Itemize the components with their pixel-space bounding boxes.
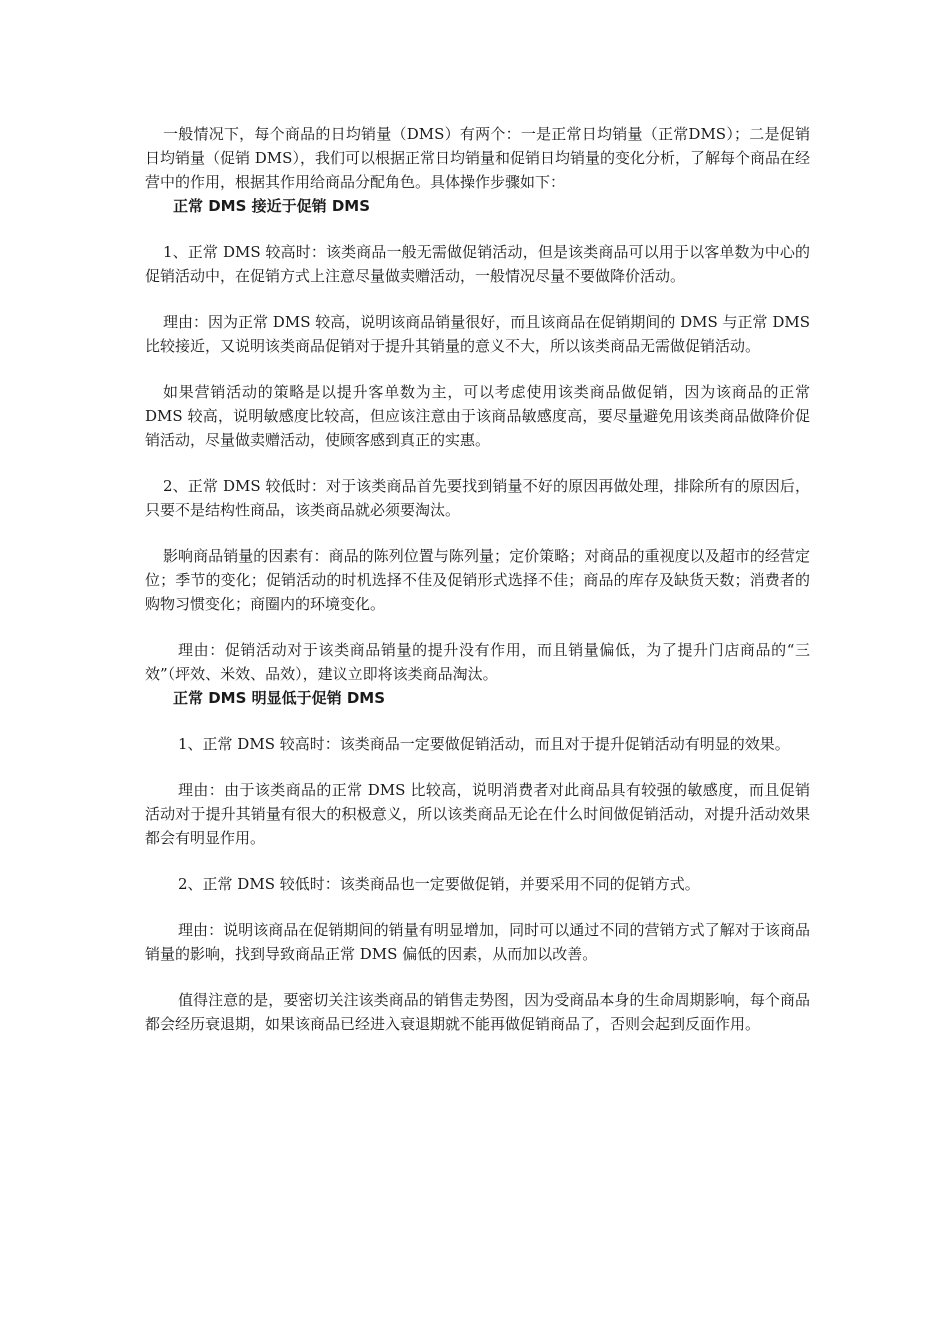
section1-paragraph-1: 1、正常 DMS 较高时：该类商品一般无需做促销活动，但是该类商品可以用于以客单数为中心的促销活动中，在促销方式上注意尽量做卖赠活动，一般情况尽量不要做降价活动。 — [145, 243, 810, 285]
section1-paragraph-2: 理由：因为正常 DMS 较高，说明该商品销量很好，而且该商品在促销期间的 DMS 与正常 DMS 比较接近，又说明该类商品促销对于提升其销量的意义不大，所以该类商品无需做促销活动。 — [145, 313, 810, 355]
section2-heading: 正常 DMS 明显低于促销 DMS — [173, 689, 386, 707]
document-body — [145, 122, 810, 1036]
section2-paragraph-1: 1、正常 DMS 较高时：该类商品一定要做促销活动，而且对于提升促销活动有明显的效果。 — [178, 735, 790, 753]
section2-paragraph-4: 理由：说明该商品在促销期间的销量有明显增加，同时可以通过不同的营销方式了解对于该商品销量的影响，找到导致商品正常 DMS 偏低的因素，从而加以改善。 — [145, 921, 810, 963]
intro-paragraph: 一般情况下，每个商品的日均销量（DMS）有两个：一是正常日均销量（正常DMS）；二是促销日均销量（促销 DMS），我们可以根据正常日均销量和促销日均销量的变化分析，了解每个商品在经营中的作用，根据其作用给商品分配角色。具体操作步骤如下： — [145, 125, 810, 191]
section1-paragraph-4: 2、正常 DMS 较低时：对于该类商品首先要找到销量不好的原因再做处理，排除所有的原因后，只要不是结构性商品，该类商品就必须要淘汰。 — [145, 477, 810, 519]
section1-heading: 正常 DMS 接近于促销 DMS — [173, 197, 371, 215]
section2-paragraph-3: 2、正常 DMS 较低时：该类商品也一定要做促销，并要采用不同的促销方式。 — [178, 875, 700, 893]
section2-paragraph-2: 理由：由于该类商品的正常 DMS 比较高，说明消费者对此商品具有较强的敏感度，而且促销活动对于提升其销量有很大的积极意义，所以该类商品无论在什么时间做促销活动，对提升活动效果都会有明显作用。 — [145, 781, 810, 847]
section1-paragraph-3: 如果营销活动的策略是以提升客单数为主，可以考虑使用该类商品做促销，因为该商品的正常 DMS 较高，说明敏感度比较高，但应该注意由于该商品敏感度高，要尽量避免用该类商品做降价促销活动，尽量做卖赠活动，使顾客感到真正的实惠。 — [145, 383, 810, 449]
section1-paragraph-5: 影响商品销量的因素有：商品的陈列位置与陈列量；定价策略；对商品的重视度以及超市的经营定位；季节的变化；促销活动的时机选择不佳及促销形式选择不佳；商品的库存及缺货天数；消费者的购物习惯变化；商圈内的环境变化。 — [145, 547, 810, 613]
section1-paragraph-6: 理由：促销活动对于该类商品销量的提升没有作用，而且销量偏低，为了提升门店商品的“三效”（坪效、米效、品效），建议立即将该类商品淘汰。 — [145, 641, 810, 683]
section2-paragraph-5: 值得注意的是，要密切关注该类商品的销售走势图，因为受商品本身的生命周期影响，每个商品都会经历衰退期，如果该商品已经进入衰退期就不能再做促销商品了，否则会起到反面作用。 — [145, 991, 810, 1033]
